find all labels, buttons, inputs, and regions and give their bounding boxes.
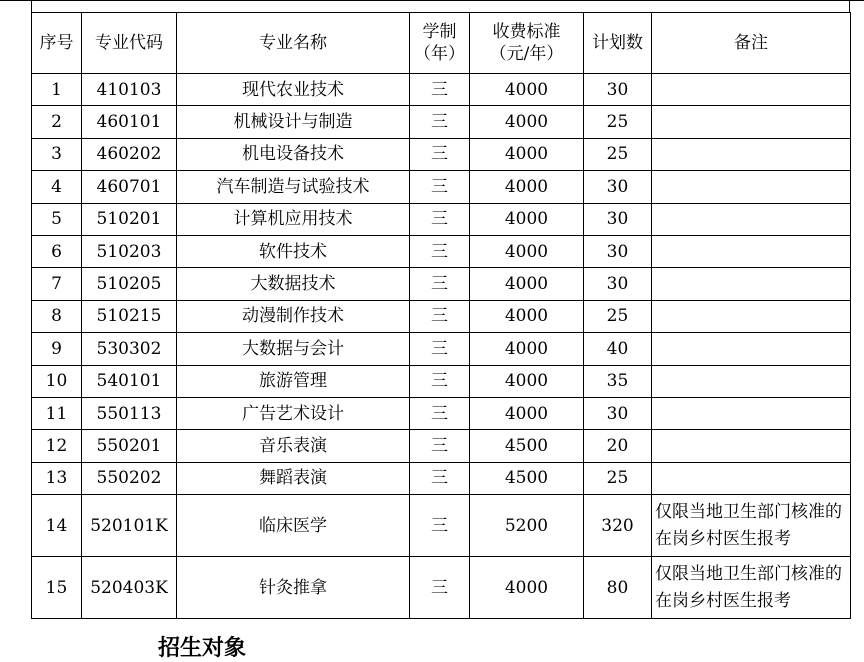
cell-plan: 30: [584, 397, 652, 429]
cell-plan: 25: [584, 462, 652, 494]
header-row: [32, 13, 851, 74]
table-row: [32, 268, 851, 300]
header-plan-count: 计划数: [584, 13, 652, 74]
cell-major-name: 汽车制造与试验技术: [177, 171, 410, 203]
header-study-years: [410, 13, 470, 74]
cell-major-code: 550113: [82, 397, 177, 429]
cell-plan: 30: [584, 74, 652, 106]
cell-study-years: 三: [410, 74, 470, 106]
table-row: [32, 462, 851, 494]
table-header: [32, 13, 851, 74]
cell-major-name: 音乐表演: [177, 430, 410, 462]
cell-major-name: 软件技术: [177, 235, 410, 267]
cell-major-code: 510201: [82, 203, 177, 235]
cell-study-years: 三: [410, 138, 470, 170]
cell-fee: 4000: [470, 106, 584, 138]
cell-fee: 4000: [470, 203, 584, 235]
cell-plan: 25: [584, 138, 652, 170]
header-fee-line2: （元/年）: [489, 44, 564, 64]
cell-major-name: 旅游管理: [177, 365, 410, 397]
cell-note: [652, 462, 851, 494]
cell-fee: 4000: [470, 268, 584, 300]
cell-seq: 9: [32, 333, 82, 365]
cell-note: [652, 397, 851, 429]
cell-major-name: 广告艺术设计: [177, 397, 410, 429]
table-row: [32, 138, 851, 170]
table-row: [32, 333, 851, 365]
cell-seq: 7: [32, 268, 82, 300]
cell-major-code: 550202: [82, 462, 177, 494]
cell-note: 仅限当地卫生部门核准的在岗乡村医生报考: [652, 495, 851, 557]
table-row: [32, 106, 851, 138]
cell-major-code: 510203: [82, 235, 177, 267]
cell-plan: 30: [584, 171, 652, 203]
cell-note: [652, 106, 851, 138]
header-major-name: 专业名称: [177, 13, 410, 74]
cell-major-code: 540101: [82, 365, 177, 397]
cell-plan: 320: [584, 495, 652, 557]
cell-study-years: 三: [410, 300, 470, 332]
cell-study-years: 三: [410, 430, 470, 462]
header-major-code: 专业代码: [82, 13, 177, 74]
cell-plan: 30: [584, 268, 652, 300]
cell-study-years: 三: [410, 203, 470, 235]
table-row: [32, 397, 851, 429]
cell-fee: 4000: [470, 365, 584, 397]
table-row: [32, 235, 851, 267]
cell-fee: 4000: [470, 557, 584, 619]
table-row: [32, 203, 851, 235]
cell-seq: 2: [32, 106, 82, 138]
cell-study-years: 三: [410, 235, 470, 267]
cell-major-code: 520403K: [82, 557, 177, 619]
cell-study-years: 三: [410, 495, 470, 557]
page-top-rule: [0, 0, 864, 1]
cell-seq: 12: [32, 430, 82, 462]
cell-note: [652, 268, 851, 300]
cell-plan: 20: [584, 430, 652, 462]
cell-note: [652, 138, 851, 170]
cell-seq: 3: [32, 138, 82, 170]
table-row: [32, 430, 851, 462]
cell-major-code: 460202: [82, 138, 177, 170]
cell-fee: 4000: [470, 74, 584, 106]
cell-study-years: 三: [410, 333, 470, 365]
cell-fee: 4500: [470, 430, 584, 462]
cell-major-code: 460701: [82, 171, 177, 203]
cell-seq: 8: [32, 300, 82, 332]
cell-note: [652, 235, 851, 267]
table-row: [32, 365, 851, 397]
cell-seq: 13: [32, 462, 82, 494]
cell-major-name: 现代农业技术: [177, 74, 410, 106]
cell-note: [652, 300, 851, 332]
next-section-heading: 招生对象: [158, 636, 247, 661]
enrollment-fee-table: [31, 12, 851, 619]
cell-fee: 4000: [470, 300, 584, 332]
cell-plan: 30: [584, 235, 652, 267]
cell-plan: 35: [584, 365, 652, 397]
cell-study-years: 三: [410, 171, 470, 203]
cell-fee: 5200: [470, 495, 584, 557]
cell-plan: 40: [584, 333, 652, 365]
cell-major-name: 计算机应用技术: [177, 203, 410, 235]
table-row: [32, 171, 851, 203]
cell-note: 仅限当地卫生部门核准的在岗乡村医生报考: [652, 557, 851, 619]
table-row: [32, 557, 851, 619]
cell-seq: 1: [32, 74, 82, 106]
header-fee-standard: [470, 13, 584, 74]
cell-major-code: 550201: [82, 430, 177, 462]
cell-major-name: 机械设计与制造: [177, 106, 410, 138]
header-seq: 序号: [32, 13, 82, 74]
cell-seq: 11: [32, 397, 82, 429]
cell-major-name: 舞蹈表演: [177, 462, 410, 494]
cell-major-code: 510215: [82, 300, 177, 332]
cell-major-name: 大数据技术: [177, 268, 410, 300]
cell-study-years: 三: [410, 397, 470, 429]
cell-plan: 25: [584, 300, 652, 332]
cell-note: [652, 365, 851, 397]
header-study-years-line1: 学制: [422, 22, 457, 42]
cell-study-years: 三: [410, 365, 470, 397]
cell-seq: 4: [32, 171, 82, 203]
cell-fee: 4000: [470, 235, 584, 267]
cell-study-years: 三: [410, 106, 470, 138]
cell-plan: 30: [584, 203, 652, 235]
cell-fee: 4000: [470, 138, 584, 170]
cell-major-code: 520101K: [82, 495, 177, 557]
table-body: [32, 74, 851, 619]
cell-fee: 4000: [470, 333, 584, 365]
cell-seq: 15: [32, 557, 82, 619]
cell-seq: 10: [32, 365, 82, 397]
cell-seq: 6: [32, 235, 82, 267]
cell-seq: 14: [32, 495, 82, 557]
cell-major-name: 机电设备技术: [177, 138, 410, 170]
header-fee-line1: 收费标准: [492, 22, 561, 42]
cell-note: [652, 333, 851, 365]
cell-major-code: 530302: [82, 333, 177, 365]
cell-major-name: 临床医学: [177, 495, 410, 557]
cell-study-years: 三: [410, 557, 470, 619]
header-study-years-line2: （年）: [414, 44, 465, 64]
table-top-stub-right: [849, 0, 850, 12]
cell-fee: 4000: [470, 397, 584, 429]
table-row: [32, 495, 851, 557]
cell-study-years: 三: [410, 462, 470, 494]
cell-note: [652, 74, 851, 106]
cell-seq: 5: [32, 203, 82, 235]
cell-fee: 4000: [470, 171, 584, 203]
cell-major-name: 动漫制作技术: [177, 300, 410, 332]
cell-major-code: 460101: [82, 106, 177, 138]
cell-plan: 80: [584, 557, 652, 619]
cell-major-name: 大数据与会计: [177, 333, 410, 365]
cell-note: [652, 430, 851, 462]
cell-plan: 25: [584, 106, 652, 138]
cell-fee: 4500: [470, 462, 584, 494]
header-note: 备注: [652, 13, 851, 74]
table-top-stub-left: [31, 0, 32, 12]
cell-note: [652, 203, 851, 235]
table-row: [32, 300, 851, 332]
cell-major-code: 410103: [82, 74, 177, 106]
cell-study-years: 三: [410, 268, 470, 300]
cell-note: [652, 171, 851, 203]
cell-major-code: 510205: [82, 268, 177, 300]
cell-major-name: 针灸推拿: [177, 557, 410, 619]
table-row: [32, 74, 851, 106]
